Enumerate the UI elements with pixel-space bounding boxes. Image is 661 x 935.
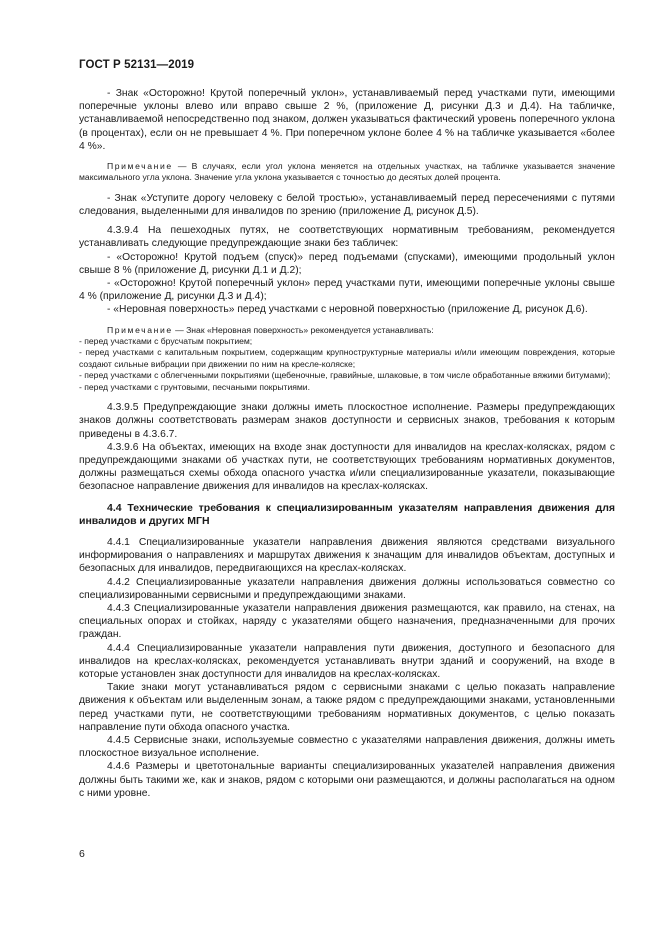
note-text: — В случаях, если угол уклона меняется на отдельных участках, на табличке указывается значение максимального угла уклона. Значение угла уклона указывается с точностью до десятых долей процента. (79, 161, 615, 183)
note-label: Примечание (107, 324, 173, 335)
page-number: 6 (79, 848, 85, 860)
paragraph: 4.4.6 Размеры и цветотональные варианты специализированных указателей направления движения должны быть такими же, как и знаков, рядом с которыми они размещаются, и должны располагаться на одном с ними уровне. (79, 761, 615, 799)
note-label: Примечание (107, 161, 173, 172)
note-list-item: - перед участками с брусчатым покрытием; (79, 336, 253, 347)
note-list-item: - перед участками с грунтовыми, песчаными покрытиями. (79, 381, 310, 392)
paragraph: 4.3.9.4 На пешеходных путях, не соответствующих нормативным требованиям, рекомендуется устанавливать следующие предупреждающие знаки без табличек: (79, 225, 615, 250)
paragraph: Такие знаки могут устанавливаться рядом с сервисными знаками с целью показать направление движения к объектам или выделенным зонам, а также рядом с предупреждающими знаками, установленными перед участками пути, не соответствующими требованиям нормативных документов, с целью показать направление пути обхода опасного участка. (79, 682, 615, 733)
paragraph: 4.4.3 Специализированные указатели направления движения размещаются, как правило, на стенах, на специальных опорах и стойках, наряду с указателями общего назначения, предназначенными для прочих граждан. (79, 602, 615, 641)
section-heading: 4.4 Технические требования к специализированным указателям направления движения для инвалидов и других МГН (79, 501, 615, 527)
paragraph: - Знак «Осторожно! Крутой поперечный уклон», устанавливаемый перед участками пути, имеющими поперечные уклоны влево или вправо свыше 2 %, (приложение Д, рисунки Д.3 и Д.4). На табличке, устанавливаемой непосредственно под знаком, должен указываться фактический уровень поперечного уклона (в процентах), если он не превышает 4 %. При поперечном уклоне более 4 % на табличке указывается «более 4 %». (79, 88, 615, 152)
paragraph: 4.4.1 Специализированные указатели направления движения являются средствами визуального информирования о направлениях и маршрутах движения к значащим для инвалидов объектам, доступных и безопасных для инвалидов, передвигающихся на креслах-колясках. (79, 536, 615, 575)
note-list-item: - перед участками с облегченными покрытиями (щебеночные, гравийные, шлаковые, в том числе обработанные вяжими битумами); (79, 370, 611, 381)
document-body (79, 87, 615, 800)
paragraph: - «Неровная поверхность» перед участками с неровной поверхностью (приложение Д, рисунок Д.6). (107, 304, 588, 316)
paragraph: 4.3.9.6 На объектах, имеющих на входе знак доступности для инвалидов на креслах-колясках, рядом с предупреждающими знаками об участках пути, не соответствующих требованиям нормативных документов, должны размещаться схемы обхода опасного участка и/или специализированные указатели, показывающие безопасное направление движения для инвалидов на креслах-колясках. (79, 441, 615, 493)
paragraph: - «Осторожно! Крутой поперечный уклон» перед участками пути, имеющими поперечные уклоны свыше 4 % (приложение Д, рисунки Д.3 и Д.4); (79, 278, 615, 303)
paragraph: - Знак «Уступите дорогу человеку с белой тростью», устанавливаемый перед пересечениями с путями следования, выделенными для инвалидов по зрению (приложение Д, рисунок Д.5). (79, 192, 615, 218)
paragraph: 4.4.5 Сервисные знаки, используемые совместно с указателями направления движения, должны иметь плоскостное визуальное исполнение. (79, 734, 615, 760)
note-text: — Знак «Неровная поверхность» рекомендуется устанавливать: (172, 324, 434, 335)
note-2 (79, 325, 615, 336)
paragraph: - «Осторожно! Крутой подъем (спуск)» перед подъемами (спусками), имеющими продольный уклон свыше 8 % (приложение Д, рисунки Д.1 и Д.2); (79, 251, 615, 276)
note-list-item: - перед участками с капитальным покрытием, содержащим крупноструктурные материалы и/или имеющим повреждения, которые создают сильные вибрации при движении по ним на кресле-коляске; (79, 347, 615, 369)
paragraph: 4.4.2 Специализированные указатели направления движения должны использоваться совместно со специализированными сервисными и предупреждающими знаками. (79, 576, 615, 601)
paragraph: 4.3.9.5 Предупреждающие знаки должны иметь плоскостное исполнение. Размеры предупреждающих знаков должны соответствовать размерам знаков доступности и сервисных знаков, требования к которым приведены в 4.3.6.7. (79, 402, 615, 440)
paragraph: 4.4.4 Специализированные указатели направления пути движения, доступного и безопасного для инвалидов на креслах-колясках, рекомендуется устанавливать внутри зданий и сооружений, на входе в которые установлен знак доступности для инвалидов на креслах-колясках. (79, 642, 615, 680)
standard-header: ГОСТ Р 52131—2019 (79, 59, 195, 71)
note-1 (79, 161, 615, 184)
